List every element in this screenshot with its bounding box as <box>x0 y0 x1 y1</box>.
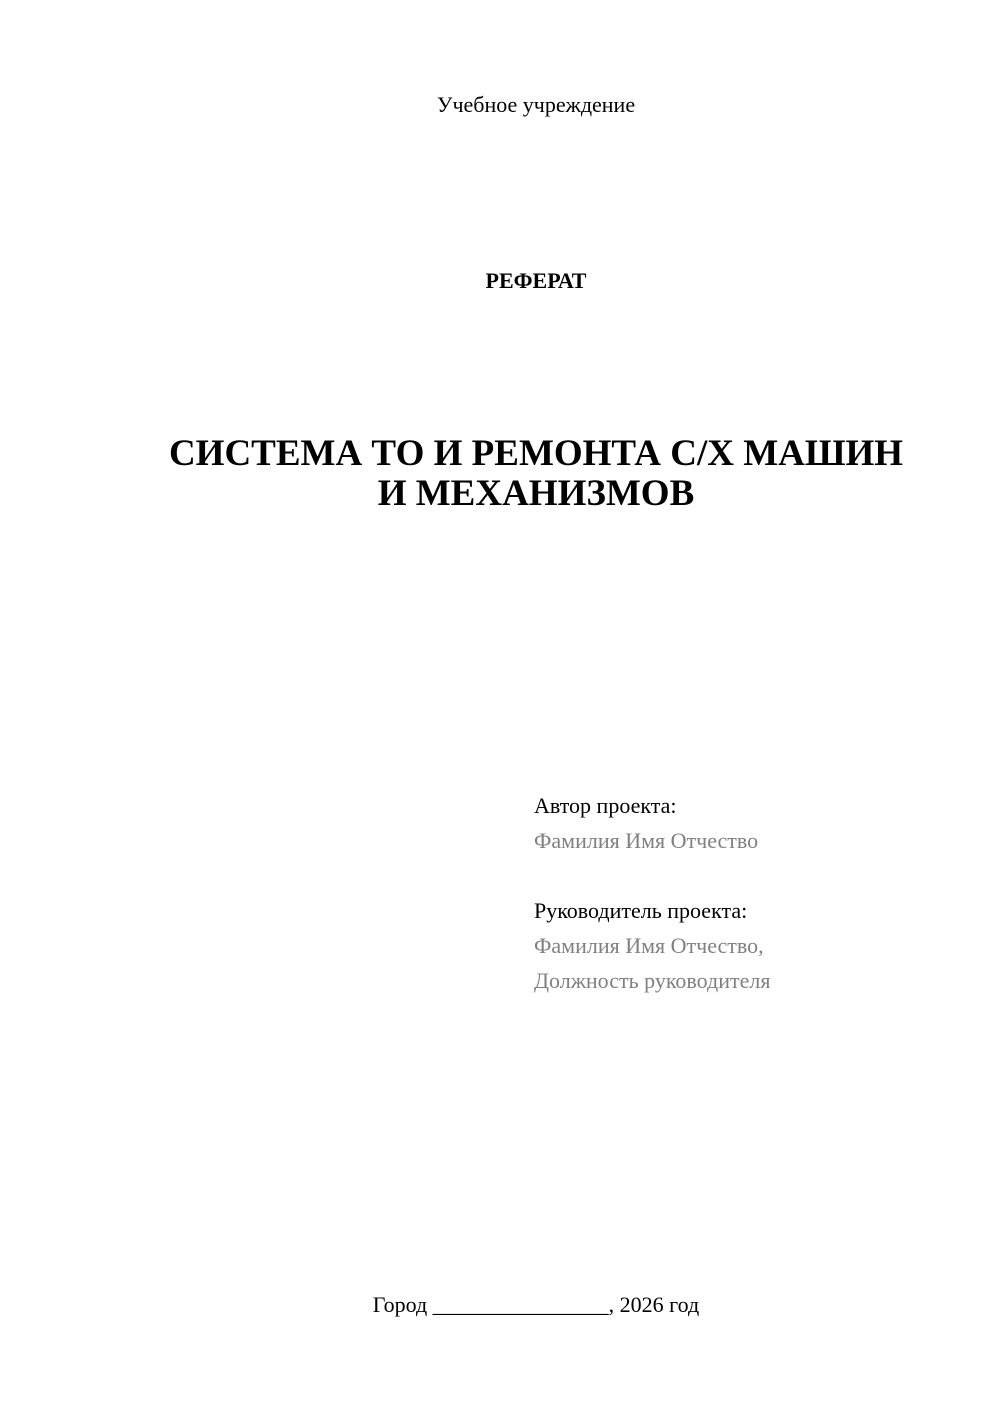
supervisor-block <box>534 893 974 998</box>
document-title <box>140 434 932 514</box>
city-year-line: Город ________________, 2026 год <box>372 1292 700 1317</box>
author-label: Автор проекта: <box>534 793 677 818</box>
document-title-line-2: И МЕХАНИЗМОВ <box>377 473 695 514</box>
document-title-line-1: СИСТЕМА ТО И РЕМОНТА С/Х МАШИН <box>168 433 904 474</box>
supervisor-position: Должность руководителя <box>534 968 771 993</box>
institution-name: Учебное учреждение <box>436 92 636 117</box>
signature-block <box>534 788 974 998</box>
author-block <box>534 788 974 858</box>
supervisor-label: Руководитель проекта: <box>534 898 748 923</box>
document-type: РЕФЕРАТ <box>485 268 587 293</box>
supervisor-name: Фамилия Имя Отчество, <box>534 933 764 958</box>
author-name: Фамилия Имя Отчество <box>534 828 759 853</box>
